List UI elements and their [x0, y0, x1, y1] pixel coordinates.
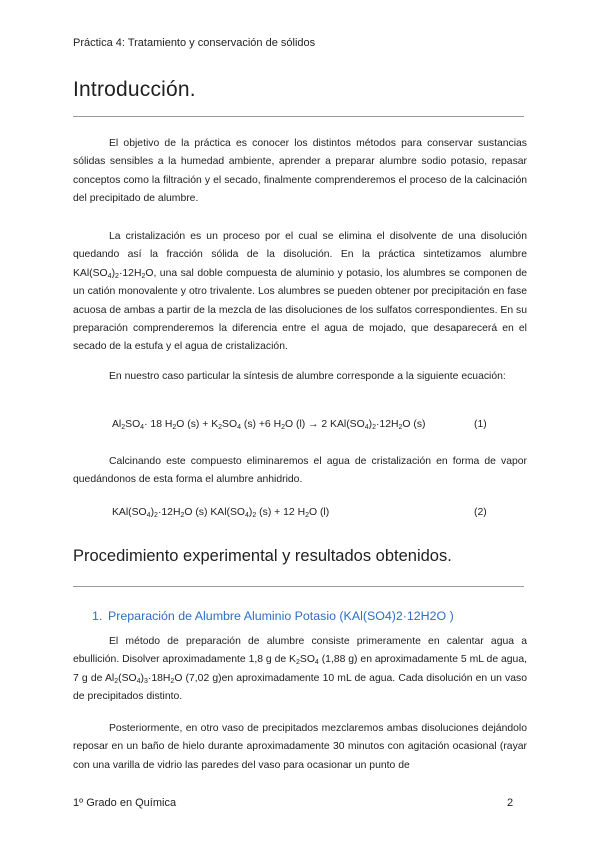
eq2-t3: ·12H — [157, 507, 181, 518]
p5-c: SO — [299, 654, 315, 666]
section-heading-procedimiento: Procedimiento experimental y resultados obtenidos. — [73, 547, 452, 565]
eq1-s3: 2 — [172, 424, 177, 431]
p5-h: 4 — [136, 677, 141, 685]
heading-divider — [73, 586, 524, 587]
p2-text-g: O, una sal doble compuesta de aluminio y potasio, los alumbres se componen de un catión monovalente y otro trivalente. Los alumbres se pueden obtener por precipitación en fase acuosa de ambas a partir de la mezcla de las disoluciones de los sulfatos correspondientes. En su preparación comprenderemos la diferencia entre el agua de mojado, que desaparecerá en el secado de la estufa y el agua de cristalización. — [73, 267, 527, 353]
p2-sub-f: 2 — [141, 272, 146, 280]
p2-sub-d: 2 — [115, 272, 119, 280]
p5-g: (SO — [118, 672, 137, 684]
eq2-t4: O (s) KAl(SO — [184, 507, 245, 518]
running-header: Práctica 4: Tratamiento y conservación de sólidos — [73, 37, 316, 49]
intro-paragraph-4-text: Calcinando este compuesto eliminaremos el agua de cristalización en forma de vapor quedándonos de esta forma el alumbre anhidrido. — [73, 456, 527, 486]
eq2-t7: O (l) — [308, 507, 330, 518]
eq1-t4: O (s) + K — [176, 419, 219, 430]
eq1-t8: ) — [368, 419, 373, 430]
eq1-s2: 4 — [140, 424, 145, 431]
p5-d: 4 — [314, 659, 319, 667]
p5-m: O (7,02 g)en aproximadamente 10 mL de agua. Cada disolución en un vaso de precipitados distinto. — [73, 672, 527, 703]
procedure-paragraph-1 — [73, 633, 527, 707]
page-number: 2 — [507, 797, 514, 809]
eq2-t5: ) — [248, 507, 253, 518]
eq1-t6: (s) +6 H — [240, 419, 282, 430]
subsection-title: Preparación de Alumbre Aluminio Potasio (KAl(SO4)2·12H2O ) — [108, 609, 454, 623]
section-heading-introduccion: Introducción. — [73, 78, 196, 101]
eq1-t5: SO — [222, 419, 238, 430]
eq2-t6: (s) + 12 H — [256, 507, 306, 518]
eq1-s6: 2 — [281, 424, 286, 431]
heading-divider — [73, 116, 524, 117]
procedure-paragraph-2-text: Posteriormente, en otro vaso de precipitados mezclaremos ambas disoluciones dejándolo reposar en un baño de hielo durante aproximadamente 30 minutos con agitación ocasional (rayar con una varilla de vidrio las paredes del vaso para ocasionar un punto de — [73, 723, 527, 771]
p5-a: El método de preparación de alumbre consiste primeramente en calentar agua a ebullición. Disolver aproximadamente 1,8 g de K — [73, 636, 527, 666]
p5-k: ·18H — [147, 672, 171, 684]
equation-2-number: (2) — [474, 507, 487, 518]
eq1-t1: Al — [112, 419, 122, 430]
p5-i: ) — [140, 672, 144, 684]
eq2-s1: 4 — [146, 512, 151, 519]
intro-paragraph-1-text: El objetivo de la práctica es conocer los distintos métodos para conservar sustancias sólidas sensibles a la humedad ambiente, aprender a preparar alumbre sodio potasio, repasar conceptos como la filtración y el secado, finalmente comprenderemos el proceso de la calcinación del precipitado de alumbre. — [73, 138, 527, 205]
p2-sub-b: 4 — [107, 272, 112, 280]
eq1-s4: 2 — [218, 424, 223, 431]
p5-l: 2 — [170, 677, 175, 685]
eq2-s4: 4 — [245, 512, 249, 519]
intro-paragraph-3-text: En nuestro caso particular la síntesis de alumbre corresponde a la siguiente ecuación: — [109, 371, 506, 382]
p2-text-e: ·12H — [118, 267, 142, 279]
eq1-t10: O (s) — [402, 419, 426, 430]
eq2-t2: ) — [150, 507, 155, 518]
procedure-paragraph-2 — [73, 720, 527, 775]
intro-paragraph-4 — [73, 453, 527, 490]
equation-1 — [112, 419, 426, 430]
eq1-s5: 4 — [237, 424, 241, 431]
eq1-s9: 2 — [398, 424, 403, 431]
intro-paragraph-3 — [73, 368, 527, 386]
equation-2 — [112, 507, 329, 518]
equation-1-number: (1) — [474, 419, 487, 430]
eq2-s3: 2 — [180, 512, 185, 519]
eq2-s2: 2 — [154, 512, 158, 519]
eq2-s5: 2 — [252, 512, 257, 519]
eq2-t1: KAl(SO — [112, 507, 147, 518]
eq1-s8: 2 — [372, 424, 376, 431]
p2-text-a: La cristalización es un proceso por el cual se elimina el disolvente de una disolución quedando así la fracción sólida de la disolución. En la práctica sintetizamos alumbre KAl(SO — [73, 231, 527, 279]
eq1-t3: · 18 H — [144, 419, 173, 430]
p5-e: (1,88 g) en aproximadamente 5 mL de agua, 7 g de Al — [73, 654, 527, 684]
footer-degree: 1º Grado en Química — [73, 797, 177, 809]
intro-paragraph-2 — [73, 228, 527, 357]
eq1-s1: 2 — [121, 424, 126, 431]
p2-text-c: ) — [111, 267, 116, 279]
subsection-number: 1. — [92, 609, 103, 623]
eq1-t7: O (l) → 2 KAl(SO — [285, 419, 365, 430]
subsection-heading-1 — [92, 609, 454, 623]
p5-b: 2 — [295, 659, 300, 667]
intro-paragraph-1 — [73, 135, 527, 209]
eq2-s6: 2 — [305, 512, 309, 519]
eq1-t9: ·12H — [375, 419, 399, 430]
p5-j: 3 — [143, 677, 148, 685]
eq1-s7: 4 — [364, 424, 369, 431]
eq1-t2: SO — [125, 419, 141, 430]
p5-f: 2 — [114, 677, 119, 685]
